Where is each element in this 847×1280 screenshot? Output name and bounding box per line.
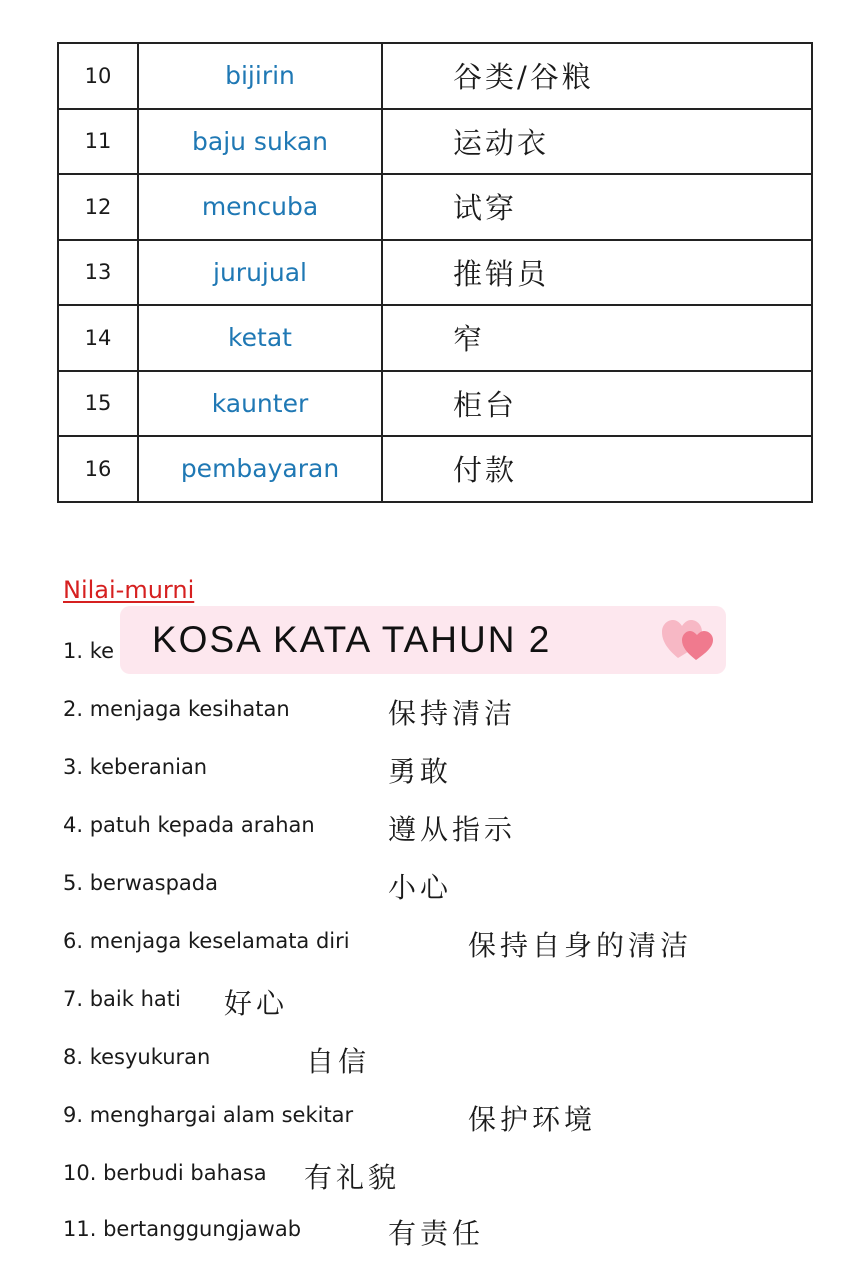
- value-malay: 11. bertanggungjawab: [63, 1217, 302, 1241]
- list-item: [0, 750, 847, 790]
- row-number: 11: [58, 109, 138, 175]
- list-item: [0, 1098, 847, 1138]
- value-chinese: 勇敢: [388, 755, 453, 788]
- list-item: [0, 924, 847, 964]
- malay-word: pembayaran: [138, 436, 382, 502]
- row-number: 14: [58, 305, 138, 371]
- value-malay: 5. berwaspada: [63, 871, 218, 895]
- row-number: 16: [58, 436, 138, 502]
- malay-word: mencuba: [138, 174, 382, 240]
- value-chinese: 保持自身的清洁: [468, 929, 693, 962]
- value-chinese: 好心: [224, 987, 289, 1020]
- value-chinese: 保持清洁: [388, 697, 517, 730]
- value-chinese: 自信: [306, 1045, 371, 1078]
- value-malay: 4. patuh kepada arahan: [63, 813, 315, 837]
- list-item: [0, 866, 847, 906]
- value-chinese: 有责任: [388, 1217, 485, 1250]
- malay-word: bijirin: [138, 43, 382, 109]
- chinese-translation: 柜台: [382, 371, 812, 437]
- value-malay: 10. berbudi bahasa: [63, 1161, 267, 1185]
- value-malay: 2. menjaga kesihatan: [63, 697, 290, 721]
- chinese-translation: 试穿: [382, 174, 812, 240]
- value-chinese: 遵从指示: [388, 813, 517, 846]
- list-item: [0, 692, 847, 732]
- section-title-nilai-murni: Nilai-murni: [63, 576, 195, 604]
- malay-word: kaunter: [138, 371, 382, 437]
- malay-word: ketat: [138, 305, 382, 371]
- value-chinese: 有礼貌: [304, 1161, 401, 1194]
- row-number: 13: [58, 240, 138, 306]
- value-malay: 7. baik hati: [63, 987, 181, 1011]
- chinese-translation: 谷类/谷粮: [382, 43, 812, 109]
- chinese-translation: 窄: [382, 305, 812, 371]
- value-chinese: 小心: [388, 871, 453, 904]
- row-number: 15: [58, 371, 138, 437]
- malay-word: jurujual: [138, 240, 382, 306]
- list-item: [0, 982, 847, 1022]
- heart-front-icon: [682, 631, 713, 660]
- value-malay: 6. menjaga keselamata diri: [63, 929, 350, 953]
- title-banner: [120, 606, 726, 674]
- chinese-translation: 推销员: [382, 240, 812, 306]
- chinese-translation: 付款: [382, 436, 812, 502]
- value-malay: 9. menghargai alam sekitar: [63, 1103, 354, 1127]
- banner-title: KOSA KATA TAHUN 2: [152, 619, 552, 660]
- value-malay: 3. keberanian: [63, 755, 208, 779]
- value-chinese: 保护环境: [468, 1103, 597, 1136]
- value-malay: 8. kesyukuran: [63, 1045, 211, 1069]
- chinese-translation: 运动衣: [382, 109, 812, 175]
- row-number: 12: [58, 174, 138, 240]
- value-malay: 1. ke: [63, 639, 115, 663]
- list-item: [0, 1212, 847, 1252]
- list-item: [0, 1040, 847, 1080]
- list-item: [0, 808, 847, 848]
- row-number: 10: [58, 43, 138, 109]
- hearts-icon: [660, 618, 716, 662]
- list-item: [0, 1156, 847, 1196]
- malay-word: baju sukan: [138, 109, 382, 175]
